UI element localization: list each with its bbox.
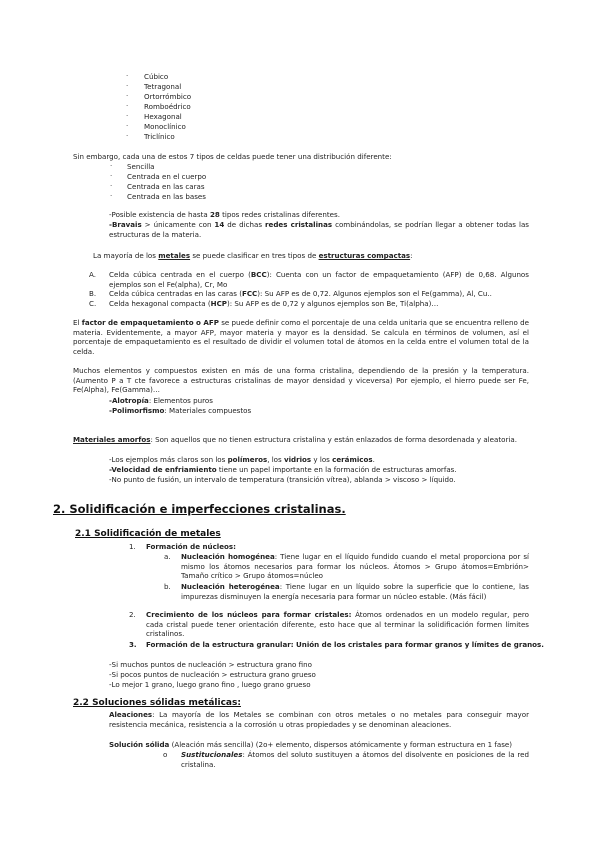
text: ): Su AFP es de 0,72. Algunos ejemplos son el Fe(gamma), Al, Cu.. — [257, 289, 492, 298]
bold-text: metales — [158, 251, 191, 260]
bold-text: Nucleación homogénea — [181, 552, 275, 561]
text: -Posible existencia de hasta — [109, 210, 210, 219]
text: , los — [267, 455, 284, 464]
bold-italic-text: Sustitucionales — [181, 750, 243, 759]
text: : Átomos del soluto sustituyen a átomos del disolvente en posiciones de la red cristalina. — [181, 750, 529, 769]
list-bullet: · — [110, 162, 113, 170]
metals-intro — [93, 251, 413, 261]
bold-text: Nucleación heterogénea — [181, 582, 280, 591]
bold-text: vidrios — [283, 455, 312, 464]
bold-text: -Bravais — [109, 220, 142, 229]
section-heading: 2. Solidificación e imperfecciones cristalinas. — [53, 502, 346, 516]
bold-text: Crecimiento de los núcleos para formar cristales: — [146, 610, 352, 619]
list-bullet: · — [126, 102, 129, 110]
compact-structure-bcc — [109, 270, 529, 289]
text: combinándolas, se podrían llegar a obtener todas las estructuras de la materia. — [109, 220, 529, 239]
amorphous-line-2 — [109, 465, 457, 475]
bold-text: -Alotropía — [109, 396, 149, 405]
subsection-heading: 2.1 Solidificación de metales — [75, 529, 221, 539]
list-item: Triclínico — [144, 132, 175, 141]
bold-text: polímeros — [227, 455, 268, 464]
bold-text: Solución sólida — [109, 740, 170, 749]
text: -Los ejemplos más claros son los — [109, 455, 228, 464]
list-bullet: · — [110, 172, 113, 180]
list-bullet: o — [163, 750, 168, 759]
list-item: Hexagonal — [144, 112, 182, 121]
text: : Tiene lugar en el líquido fundido cuando el metal proporciona por sí mismo los átomos necesarios para formar los núcleos. Átomos > Grupo átomos=Embrión> Tamaño crítico > Grupo átomos=núcleo — [181, 552, 529, 581]
text: (Aleación más sencilla) (2o+ elemento, dispersos atómicamente y forman estructura en 1 fase) — [169, 740, 513, 749]
text: : — [410, 251, 413, 260]
list-item: Cúbico — [144, 72, 169, 81]
list-letter: C. — [89, 299, 97, 308]
list-bullet: · — [110, 182, 113, 190]
text: Celda hexagonal compacta ( — [109, 299, 211, 308]
list-item: Centrada en las caras — [127, 182, 205, 191]
text: Átomos ordenados en un modelo regular, pero cada cristal puede tener orientación diferente, esto hace que al terminar la solidificación formen límites cristalinos. — [146, 610, 529, 639]
bold-text: cerámicos — [332, 455, 373, 464]
list-item: Centrada en las bases — [127, 192, 206, 201]
text: Celda cúbica centradas en las caras ( — [109, 289, 242, 298]
grain-line: -Si pocos puntos de nucleación > estructura grano grueso — [109, 670, 316, 679]
aleaciones-paragraph — [109, 710, 529, 729]
alotropia-line — [109, 396, 213, 406]
text: tipos redes cristalinas diferentes. — [219, 210, 340, 219]
bold-text: redes cristalinas — [265, 220, 333, 229]
list-bullet: · — [126, 82, 129, 90]
text: : Elementos puros — [148, 396, 213, 405]
nucleation-heterogeneous — [181, 582, 529, 601]
text: se puede definir como el porcentaje de una celda unitaria que se encuentra relleno de materia. Evidentemente, a mayor AFP, mayor materia y mayor es la densidad. Se calcula en términos de volumen, así el porcentaje de empaquetamiento es el resultado de dividir el volumen total de átomos en la celda entre el volumen total de la celda. — [73, 318, 529, 356]
list-bullet: · — [126, 112, 129, 120]
afp-paragraph — [73, 318, 529, 356]
nucleation-homogeneous — [181, 552, 529, 581]
list-letter: A. — [89, 270, 96, 279]
list-number: 3. — [129, 640, 137, 649]
distribution-intro: Sin embargo, cada una de estos 7 tipos de celdas puede tener una distribución diferente: — [73, 152, 392, 161]
solidification-step-3: Formación de la estructura granular: Unión de los cristales para formar granos y límites de granos. — [146, 640, 544, 649]
list-bullet: · — [126, 132, 129, 140]
bold-text: HCP — [210, 299, 227, 308]
bold-text: -Polimorfismo — [109, 406, 165, 415]
text: ): Su AFP es de 0,72 y algunos ejemplos son Be, Ti(alpha)… — [226, 299, 439, 308]
text: Celda cúbica centrada en el cuerpo ( — [109, 270, 251, 279]
sustitucionales-item — [181, 750, 529, 769]
list-bullet: · — [126, 72, 129, 80]
bold-text: factor de empaquetamiento o AFP — [81, 318, 219, 327]
text: : Son aquellos que no tienen estructura cristalina y están enlazados de forma desordenada y aleatoria. — [150, 435, 517, 444]
grain-line: -Si muchos puntos de nucleación > estructura grano fino — [109, 660, 312, 669]
grain-line: -Lo mejor 1 grano, luego grano fino , luego grano grueso — [109, 680, 311, 689]
list-number: 1. — [129, 542, 136, 551]
subsection-heading: 2.2 Soluciones sólidas metálicas: — [73, 698, 241, 708]
list-item: Ortorrómbico — [144, 92, 192, 101]
solidification-step-2 — [146, 610, 529, 639]
list-item: Monoclínico — [144, 122, 186, 131]
text: y los — [311, 455, 333, 464]
list-bullet: · — [110, 192, 113, 200]
list-bullet: · — [126, 122, 129, 130]
polimorfismo-line — [109, 406, 251, 416]
text: : Tiene lugar en un líquido sobre la superficie que lo contiene, las impurezas disminuyen la energía necesaria para formar un núcleo estable. (Más fácil) — [181, 582, 529, 601]
text: se puede clasificar en tres tipos de — [190, 251, 319, 260]
polymorph-paragraph: Muchos elementos y compuestos existen en más de una forma cristalina, dependiendo de la presión y la temperatura. (Aumento P a T cte favorece a estructuras cristalinas de mayor densidad y viceversa) Por ejemplo, el hierro puede ser Fe, Fe(Alpha), Fe(Gamma)… — [73, 366, 529, 395]
list-bullet: · — [126, 92, 129, 100]
bold-text: Materiales amorfos — [73, 435, 151, 444]
compact-structure-fcc — [109, 289, 492, 299]
list-number: 2. — [129, 610, 136, 619]
bravais-line-1 — [109, 210, 340, 220]
text: . — [372, 455, 375, 464]
text: : Materiales compuestos — [164, 406, 252, 415]
text: > únicamente con — [141, 220, 215, 229]
text: : La mayoría de los Metales se combinan con otros metales o no metales para conseguir mayor resistencia mecánica, resistencia a la corrosión u otras propiedades y se denominan aleaciones. — [109, 710, 529, 729]
bold-text: BCC — [250, 270, 267, 279]
amorphous-line-3: -No punto de fusión, un intervalo de temperatura (transición vítrea), ablanda > viscoso > líquido. — [109, 475, 456, 484]
bold-text: estructuras compactas — [318, 251, 411, 260]
bold-text: FCC — [241, 289, 258, 298]
list-item: Centrada en el cuerpo — [127, 172, 207, 181]
text: La mayoría de los — [93, 251, 159, 260]
text: de dichas — [224, 220, 266, 229]
list-letter: b. — [164, 582, 171, 591]
bold-text: 28 — [209, 210, 220, 219]
list-letter: B. — [89, 289, 97, 298]
amorphous-paragraph — [73, 435, 529, 445]
text: El — [73, 318, 82, 327]
amorphous-line-1 — [109, 455, 375, 465]
list-item: Romboédrico — [144, 102, 191, 111]
bold-text: 14 — [214, 220, 225, 229]
bravais-line-2 — [109, 220, 529, 239]
text: ): Cuenta con un factor de empaquetamiento (AFP) de 0,68. Algunos ejemplos son el Fe(alpha), Cr, Mo — [109, 270, 529, 289]
list-item: Tetragonal — [144, 82, 182, 91]
list-letter: a. — [164, 552, 171, 561]
bold-text: Aleaciones — [109, 710, 153, 719]
text: tiene un papel importante en la formación de estructuras amorfas. — [216, 465, 457, 474]
compact-structure-hcp — [109, 299, 438, 309]
solidification-step-1: Formación de núcleos: — [146, 542, 236, 551]
solucion-solida-line — [109, 740, 512, 750]
list-item: Sencilla — [127, 162, 155, 171]
bold-text: -Velocidad de enfriamiento — [109, 465, 217, 474]
